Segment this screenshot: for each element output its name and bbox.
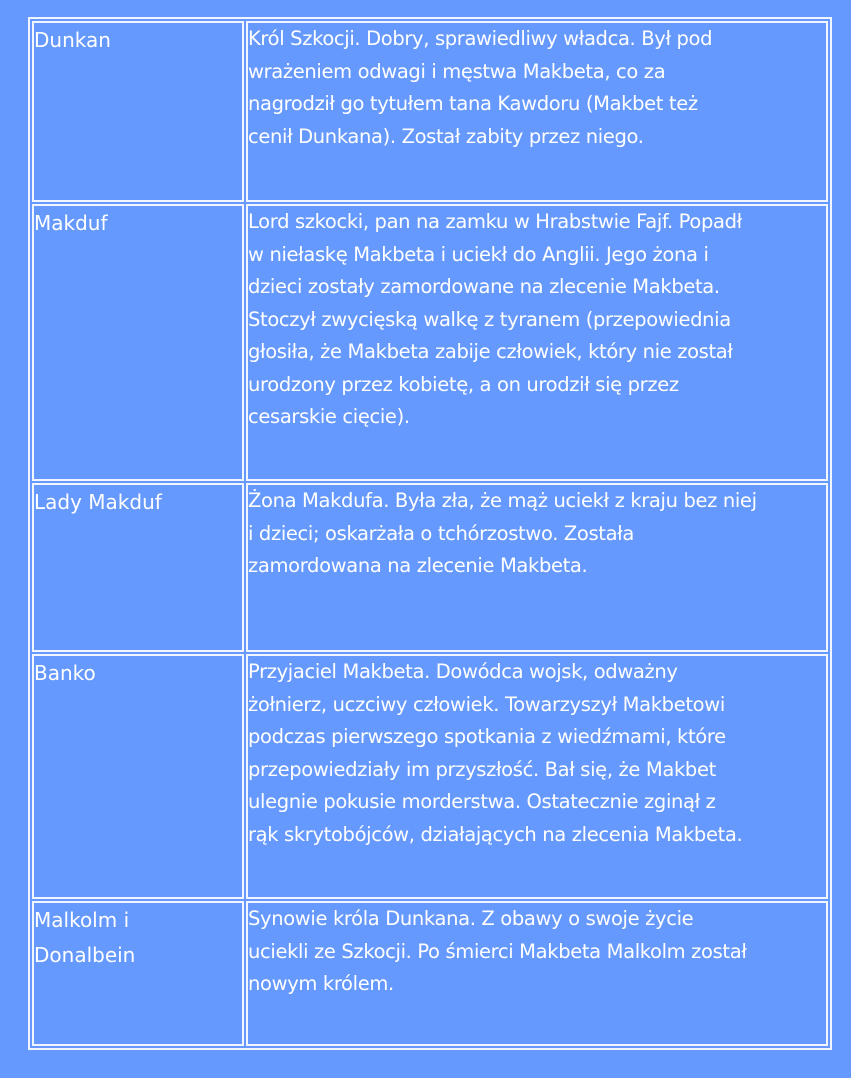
description-line: Żona Makdufa. Była zła, że mąż uciekł z kraju bez niej xyxy=(248,489,757,512)
description-line: żołnierz, uczciwy człowiek. Towarzyszył Makbetowi xyxy=(248,692,725,716)
table-row xyxy=(32,901,828,1046)
character-name: Banko xyxy=(34,661,96,685)
description-line: podczas pierwszego spotkania z wiedźmami, które xyxy=(248,725,726,748)
description-line: Lord szkocki, pan na zamku w Hrabstwie Fajf. Popadł xyxy=(248,210,742,233)
description-line: rąk skrytobójców, działających na zlecenia Makbeta. xyxy=(248,822,743,846)
description-line: uciekli ze Szkocji. Po śmierci Makbeta Malkolm został xyxy=(248,939,747,963)
table-row xyxy=(32,21,828,202)
character-description-cell xyxy=(246,204,828,481)
character-name-line: Donalbein xyxy=(34,943,136,967)
description-line: Król Szkocji. Dobry, sprawiedliwy władca. Był pod xyxy=(248,27,713,50)
table-row xyxy=(32,204,828,481)
description-line: głosiła, że Makbeta zabije człowiek, który nie został xyxy=(248,340,733,363)
character-description-cell xyxy=(246,21,828,202)
character-name-line: Malkolm i xyxy=(34,908,130,932)
description-line: nagrodził go tytułem tana Kawdoru (Makbet też xyxy=(248,92,698,115)
table-row xyxy=(32,483,828,652)
character-description-cell xyxy=(246,654,828,899)
character-name-cell xyxy=(32,654,244,899)
description-line: cenił Dunkana). Został zabity przez niego. xyxy=(248,124,644,148)
description-line: ulegnie pokusie morderstwa. Ostatecznie zginął z xyxy=(248,790,716,813)
description-line: i dzieci; oskarżała o tchórzostwo. Została xyxy=(248,521,634,545)
description-line: nowym królem. xyxy=(248,972,394,995)
characters-table xyxy=(28,17,832,1050)
character-name-cell xyxy=(32,483,244,652)
description-line: w niełaskę Makbeta i uciekł do Anglii. Jego żona i xyxy=(248,242,709,266)
description-line: wrażeniem odwagi i męstwa Makbeta, co za xyxy=(248,59,666,83)
description-line: dzieci zostały zamordowane na zlecenie Makbeta. xyxy=(248,275,720,298)
character-name: Dunkan xyxy=(34,28,111,52)
character-name-cell xyxy=(32,901,244,1046)
character-name-cell xyxy=(32,21,244,202)
description-line: zamordowana na zlecenie Makbeta. xyxy=(248,554,588,577)
description-line: przepowiedziały im przyszłość. Bał się, że Makbet xyxy=(248,757,716,781)
description-line: urodzony przez kobietę, a on urodził się przez xyxy=(248,372,679,396)
description-line: cesarskie cięcie). xyxy=(248,405,410,428)
character-name: Lady Makduf xyxy=(34,490,162,514)
description-line: Synowie króla Dunkana. Z obawy o swoje życie xyxy=(248,907,694,930)
character-description-cell xyxy=(246,483,828,652)
character-description-cell xyxy=(246,901,828,1046)
description-line: Stoczył zwycięską walkę z tyranem (przepowiednia xyxy=(248,307,731,331)
table-row xyxy=(32,654,828,899)
character-name-cell xyxy=(32,204,244,481)
character-name: Makduf xyxy=(34,211,108,235)
description-line: Przyjaciel Makbeta. Dowódca wojsk, odważny xyxy=(248,660,678,683)
